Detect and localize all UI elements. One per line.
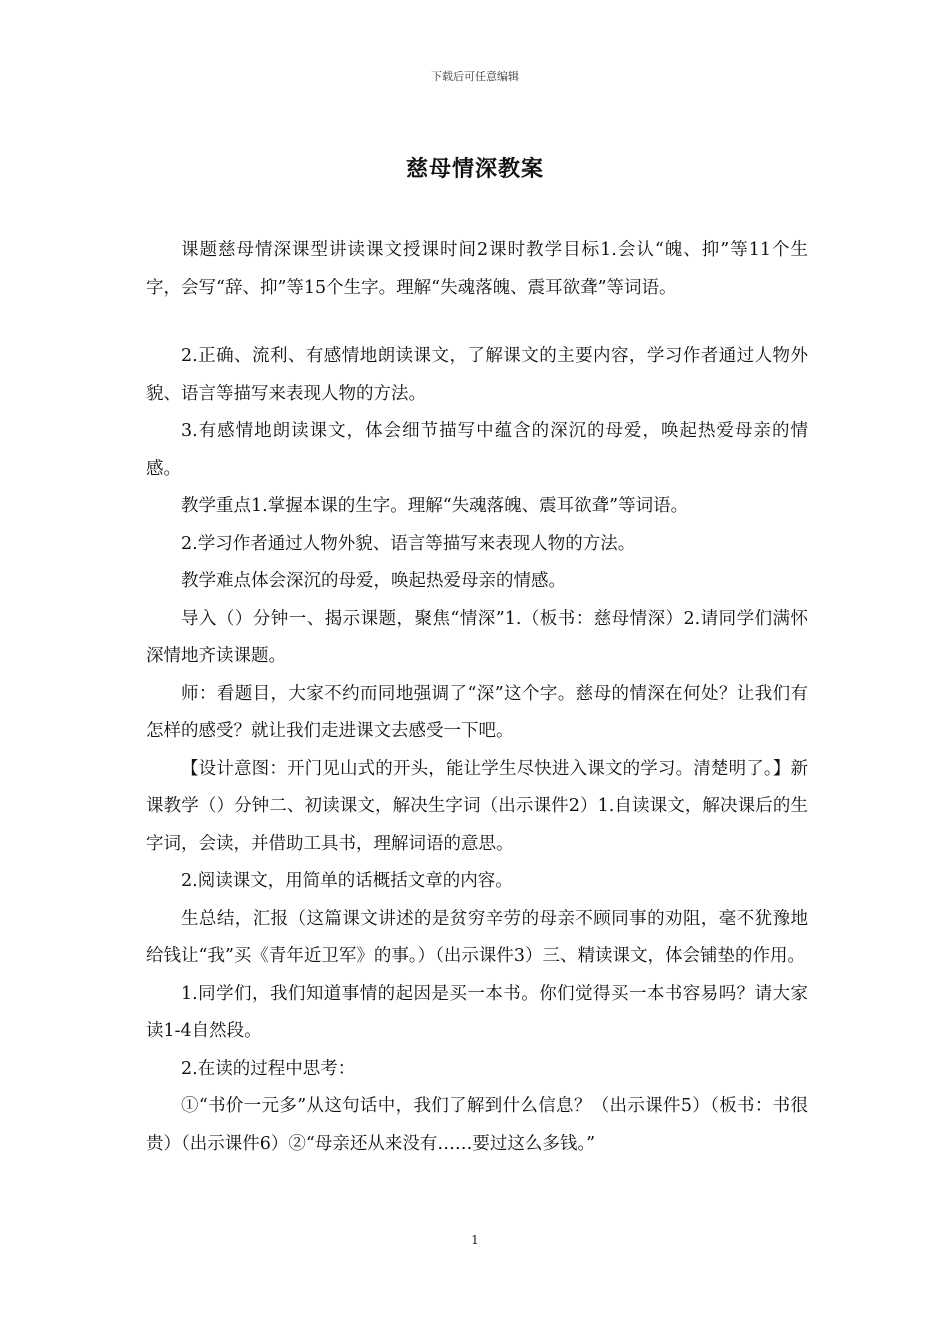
paragraph-question-2: 2.在读的过程中思考： bbox=[181, 1058, 356, 1079]
page-number: 1 bbox=[471, 1233, 479, 1247]
paragraph-summary-task: 2.阅读课文，用简单的话概括文章的内容。 bbox=[181, 871, 513, 891]
paragraph-question-details: ①“书价一元多”从这句话中，我们了解到什么信息？（出示课件5）（板书：书很贵）（出示课件6）②“母亲还从来没有……要过这么多钱。” bbox=[146, 1096, 808, 1154]
paragraph-introduction: 导入（）分钟一、揭示课题，聚焦“情深”1.（板书：慈母情深）2.请同学们满怀深情地齐读课题。 bbox=[146, 608, 808, 666]
paragraph-objective-3: 3.有感情地朗读课文，体会细节描写中蕴含的深沉的母爱，唤起热爱母亲的情感。 bbox=[146, 421, 808, 479]
paragraph-difficulty: 教学难点体会深沉的母爱，唤起热爱母亲的情感。 bbox=[181, 571, 566, 591]
document-title: 慈母情深教案 bbox=[405, 157, 544, 182]
header-note: 下载后可任意编辑 bbox=[431, 70, 519, 83]
paragraph-question-1: 1.同学们，我们知道事情的起因是买一本书。你们觉得买一本书容易吗？请大家读1-4自然段。 bbox=[146, 983, 808, 1041]
paragraph-key-point-2: 2.学习作者通过人物外貌、语言等描写来表现人物的方法。 bbox=[181, 533, 636, 554]
paragraph-objective-2: 2.正确、流利、有感情地朗读课文，了解课文的主要内容，学习作者通过人物外貌、语言等描写来表现人物的方法。 bbox=[146, 346, 808, 404]
paragraph-key-point-1: 教学重点1.掌握本课的生字。理解“失魂落魄、震耳欲聋”等词语。 bbox=[181, 496, 689, 516]
paragraph-course-info: 课题慈母情深课型讲读课文授课时间2课时教学目标1.会认“魄、抑”等11个生字，会写“辞、抑”等15个生字。理解“失魂落魄、震耳欲聋”等词语。 bbox=[146, 240, 808, 298]
document-body bbox=[146, 232, 808, 1163]
paragraph-student-report: 生总结，汇报（这篇课文讲述的是贫穷辛劳的母亲不顾同事的劝阻，毫不犹豫地给钱让“我”买《青年近卫军》的事。）（出示课件3）三、精读课文，体会铺垫的作用。 bbox=[146, 908, 808, 966]
paragraph-design-intent: 【设计意图：开门见山式的开头，能让学生尽快进入课文的学习。清楚明了。】新课教学（）分钟二、初读课文，解决生字词（出示课件2）1.自读课文，解决课后的生字词，会读，并借助工具书，理解词语的意思。 bbox=[146, 758, 808, 854]
paragraph-teacher-remark: 师：看题目，大家不约而同地强调了“深”这个字。慈母的情深在何处？让我们有怎样的感受？就让我们走进课文去感受一下吧。 bbox=[146, 683, 808, 741]
